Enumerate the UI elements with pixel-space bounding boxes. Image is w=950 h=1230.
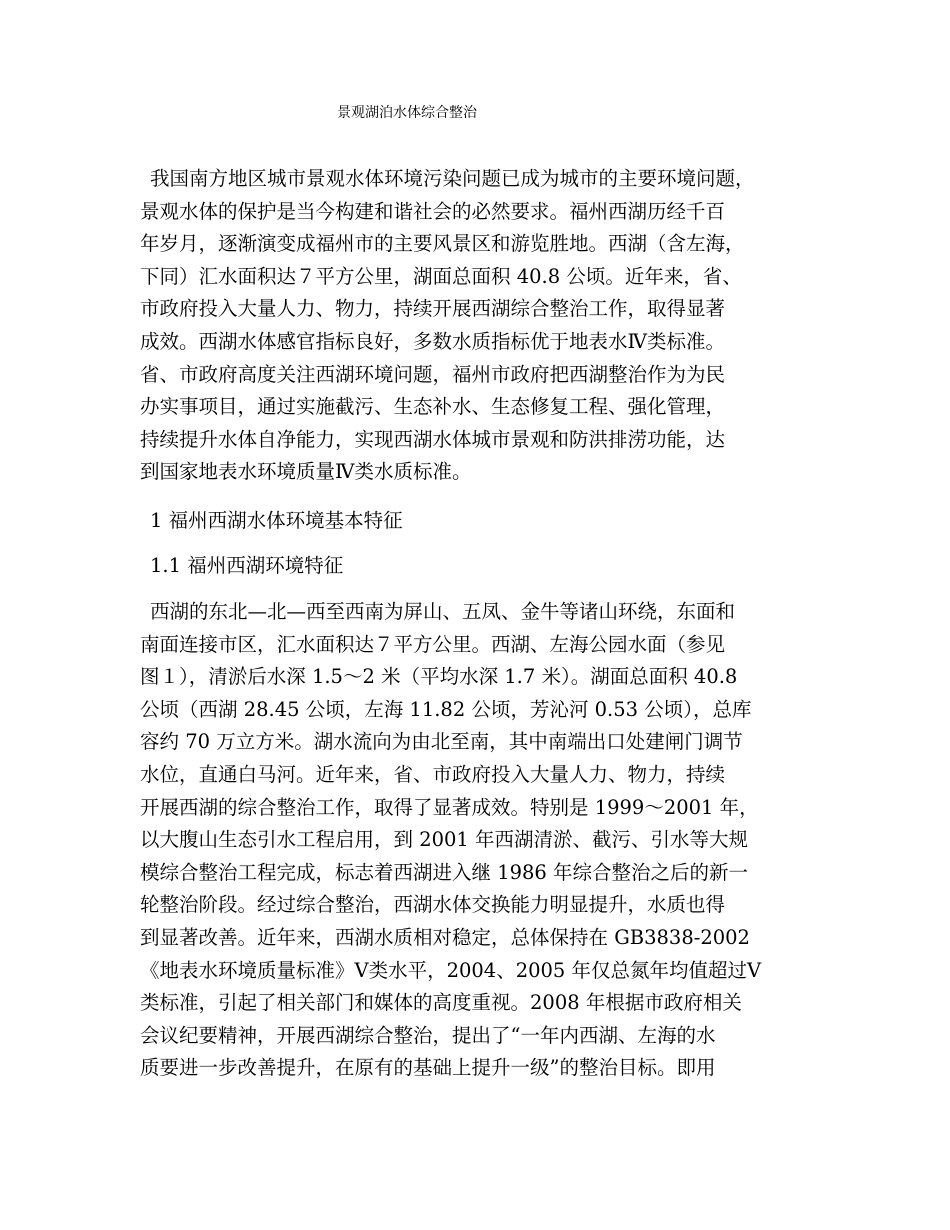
paragraph-line: 景观水体的保护是当今构建和谐社会的必然要求。福州西湖历经千百	[140, 199, 726, 223]
paragraph-line: 下同）汇水面积达７平方公里，湖面总面积 40.8 公顷。近年来，省、	[140, 264, 742, 288]
paragraph-line: 持续提升水体自净能力，实现西湖水体城市景观和防洪排涝功能，达	[140, 427, 726, 451]
paragraph-line: 年岁月，逐渐演变成福州市的主要风景区和游览胜地。西湖（含左海，	[140, 232, 745, 256]
section-heading-1	[140, 505, 820, 538]
paragraph-line: 质要进一步改善提升，在原有的基础上提升一级”的整治目标。即用	[140, 1056, 716, 1080]
paragraph-line: 到显著改善。近年来，西湖水质相对稳定，总体保持在 GB3838-2002	[140, 925, 750, 949]
heading-text: 1 福州西湖水体环境基本特征	[150, 509, 403, 532]
paragraph-line: 会议纪要精神，开展西湖综合整治，提出了“一年内西湖、左海的水	[140, 1023, 716, 1047]
section-heading-1-1	[140, 550, 820, 583]
paragraph-line: 类标准，引起了相关部门和媒体的高度重视。2008 年根据市政府相关	[140, 991, 742, 1015]
paragraph-line: 轮整治阶段。经过综合整治，西湖水体交换能力明显提升，水质也得	[140, 893, 726, 917]
paragraph-line: 公顷（西湖 28.45 公顷，左海 11.82 公顷，芳沁河 0.53 公顷），总库	[140, 697, 752, 721]
paragraph-line: 成效。西湖水体感官指标良好，多数水质指标优于地表水Ⅳ类标准。	[140, 329, 725, 353]
paragraph-line: 《地表水环境质量标准》Ⅴ类水平，2004、2005 年仅总氮年均值超过Ⅴ	[140, 958, 762, 982]
paragraph-line: 图１），清淤后水深 1.5～2 米（平均水深 1.7 米）。湖面总面积 40.8	[140, 665, 738, 689]
paragraph-line: 容约 70 万立方米。湖水流向为由北至南，其中南端出口处建闸门调节	[140, 730, 743, 754]
paragraph-line: 办实事项目，通过实施截污、生态补水、生态修复工程、强化管理，	[140, 395, 726, 419]
paragraph-line: 开展西湖的综合整治工作，取得了显著成效。特别是 1999～2001 年，	[140, 795, 759, 819]
paragraph-line: 西湖的东北—北—西至西南为屏山、五凤、金牛等诸山环绕，东面和	[150, 600, 736, 623]
intro-paragraph	[140, 163, 820, 489]
paragraph-line: 模综合整治工程完成，标志着西湖进入继 1986 年综合整治之后的新一	[140, 860, 749, 884]
paragraph-line: 水位，直通白马河。近年来，省、市政府投入大量人力、物力，持续	[140, 762, 726, 786]
paragraph-line: 南面连接市区，汇水面积达７平方公里。西湖、左海公园水面（参见	[140, 632, 726, 656]
paragraph-line: 省、市政府高度关注西湖环境问题，福州市政府把西湖整治作为为民	[140, 362, 726, 386]
document-title: 景观湖泊水体综合整治	[337, 105, 477, 121]
paragraph-line: 以大腹山生态引水工程启用，到 2001 年西湖清淤、截污、引水等大规	[140, 828, 749, 852]
section-paragraph	[140, 596, 820, 1085]
paragraph-line: 市政府投入大量人力、物力，持续开展西湖综合整治工作，取得显著	[140, 297, 726, 321]
paragraph-line: 到国家地表水环境质量Ⅳ类水质标准。	[140, 460, 472, 484]
paragraph-line: 我国南方地区城市景观水体环境污染问题已成为城市的主要环境问题，	[150, 167, 755, 190]
heading-text: 1.1 福州西湖环境特征	[150, 554, 344, 577]
